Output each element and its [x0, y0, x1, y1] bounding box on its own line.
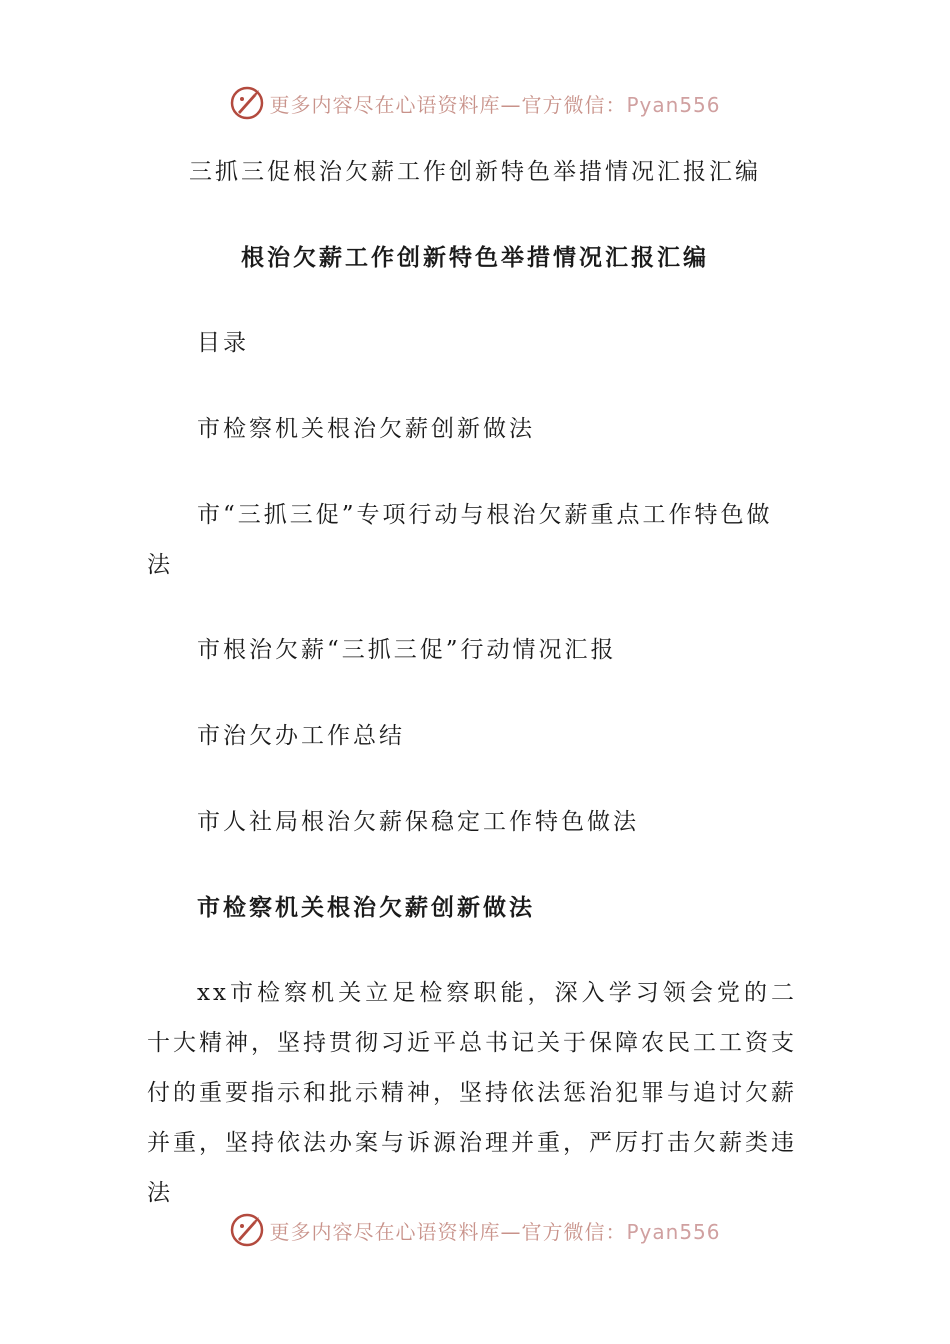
quill-logo-icon — [229, 1212, 265, 1248]
quill-logo-icon — [229, 85, 265, 121]
wechat-id: Pyan556 — [626, 1219, 721, 1244]
document-main-title: 三抓三促根治欠薪工作创新特色举措情况汇报汇编 — [189, 159, 761, 185]
section-title: 市检察机关根治欠薪创新做法 — [197, 895, 535, 921]
toc-item-continuation: 法 — [147, 552, 173, 578]
toc-item: 市治欠办工作总结 — [197, 723, 405, 749]
footer-watermark — [0, 1210, 950, 1250]
watermark-text: 更多内容尽在心语资料库—官方微信：Pyan556 — [269, 1219, 721, 1244]
wechat-id: Pyan556 — [626, 92, 721, 117]
body-paragraph: xx市检察机关立足检察职能，深入学习领会党的二十大精神，坚持贯彻习近平总书记关于保障农民工工资支付的重要指示和批示精神，坚持依法惩治犯罪与追讨欠薪并重，坚持依法办案与诉源治理并重，严厉打击欠薪类违法 — [147, 980, 797, 1206]
toc-item: 市检察机关根治欠薪创新做法 — [197, 416, 535, 442]
toc-item: 市根治欠薪“三抓三促”行动情况汇报 — [197, 637, 617, 663]
document-sub-title: 根治欠薪工作创新特色举措情况汇报汇编 — [241, 245, 709, 271]
header-watermark — [0, 83, 950, 123]
watermark-text: 更多内容尽在心语资料库—官方微信：Pyan556 — [269, 92, 721, 117]
toc-heading: 目录 — [197, 330, 249, 356]
toc-item: 市“三抓三促”专项行动与根治欠薪重点工作特色做 — [197, 502, 773, 528]
toc-item: 市人社局根治欠薪保稳定工作特色做法 — [197, 809, 639, 835]
